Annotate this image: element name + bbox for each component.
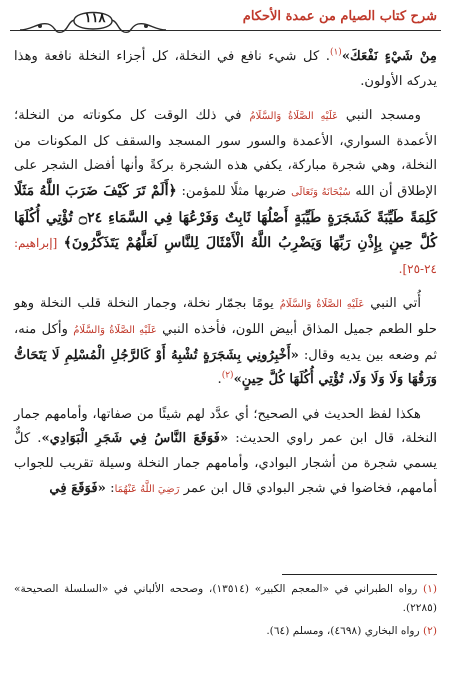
paragraph-text: : bbox=[110, 480, 115, 496]
hadith-quote: «فَوَقَعَ النَّاسُ فِي شَجَرِ الْبَوَادِي» bbox=[41, 431, 229, 447]
paragraph-text: يومًا بجمّار نخلة، وجمار النخلة قلب النخلة وهو حلو الطعم جميل المذاق أبيض اللون، فأخذه النبي bbox=[14, 296, 437, 337]
page-body bbox=[14, 45, 437, 512]
footnotes bbox=[14, 580, 437, 645]
page-number: ١١٨ bbox=[84, 11, 106, 26]
page-title: شرح كتاب الصيام من عمدة الأحكام bbox=[242, 9, 437, 24]
verse-reference: [إبراهيم: ٢٤-٢٥]. bbox=[14, 236, 437, 276]
footnote-ref: (١) bbox=[329, 47, 342, 58]
paragraph-text: . bbox=[217, 372, 222, 388]
honorific: عَلَيْهِ الصَّلَاةُ وَالسَّلَامُ bbox=[279, 299, 365, 311]
paragraph-text: . كلٌّ يسمي شجرة من أشجار البوادي، وأمامهم جمار النخلة وسيلة تقريب للجواب أمامهم، فخاضوا في شجر البوادي قال ابن عمر bbox=[14, 431, 437, 496]
paragraph-text: وأكل منه، ثم وضعه بين يديه وقال: bbox=[14, 321, 437, 363]
paragraph-2 bbox=[14, 104, 437, 282]
footnote-separator bbox=[282, 574, 437, 575]
paragraph-4 bbox=[14, 403, 437, 502]
honorific: عَلَيْهِ الصَّلَاةُ وَالسَّلَامُ bbox=[249, 111, 339, 123]
footnote-1 bbox=[14, 580, 437, 618]
paragraph-text: هكذا لفظ الحديث في الصحيح؛ أي عدَّد لهم شيئًا من صفاتها، وأمامهم جمار النخلة، قال ابن عمر راوي الحديث: bbox=[14, 406, 437, 447]
footnote-number: (٢) bbox=[423, 625, 437, 637]
quote-text: مِنْ شَيْءٍ نَفْعَكَ» bbox=[341, 49, 437, 64]
footnote-ref: (٢) bbox=[221, 370, 234, 381]
paragraph-text: ضربها مثلًا للمؤمن: bbox=[181, 183, 287, 199]
paragraph-text: ومسجد النبي bbox=[345, 108, 421, 124]
honorific: عَلَيْهِ الصَّلَاةُ وَالسَّلَامُ bbox=[73, 324, 157, 336]
page-header bbox=[10, 6, 441, 40]
footnote-text: رواه البخاري (٤٦٩٨)، ومسلم (٦٤). bbox=[266, 625, 420, 637]
quran-verse: ﴿أَلَمْ تَرَ كَيْفَ ضَرَبَ اللَّهُ مَثَلًا كَلِمَةً طَيِّبَةً كَشَجَرَةٍ طَيِّبَةٍ أَصْلُهَا ثَابِتٌ وَفَرْعُهَا فِي السَّمَاءِ ۝٢٤ تُؤْتِي أُكُلَهَا كُلَّ حِينٍ بِإِذْنِ رَبِّهَا وَيَضْرِبُ اللَّهُ الْأَمْثَالَ لِلنَّاسِ لَعَلَّهُمْ يَتَذَكَّرُونَ﴾ bbox=[14, 182, 437, 252]
paragraph-text: أُتي النبي bbox=[370, 296, 421, 312]
hadith-quote: «فَوَقَعَ فِي bbox=[49, 480, 106, 496]
footnote-text: رواه الطبراني في «المعجم الكبير» (١٣٥١٤)، وصححه الألباني في «السلسلة الصحيحة» (٢٢٨٥). bbox=[14, 583, 437, 614]
honorific: رَضِيَ اللَّهُ عَنْهُمَا bbox=[114, 483, 180, 495]
hadith-quote: «أَخْبِرُونِي بِشَجَرَةٍ تُشْبِهُ أَوْ كَالرَّجُلِ الْمُسْلِمِ لَا يَتَحَاتُّ وَرَقُهَا وَلَا وَلَا وَلَا، تُؤْتِي أُكُلَهَا كُلَّ حِينٍ» bbox=[14, 347, 437, 388]
footnote-number: (١) bbox=[423, 583, 437, 595]
paragraph-1 bbox=[14, 45, 437, 94]
paragraph-3 bbox=[14, 292, 437, 392]
footnote-2 bbox=[14, 622, 437, 641]
paragraph-text: في ذلك الوقت كل مكوناته من النخلة؛ الأعمدة السواري، الأعمدة والسور سور المسجد والسقف كل المكونات من النخلة، وهي شجرة مباركة، يكفي هذه الشجرة بركةً وأنها أفضل الشجر على الإطلاق أن الله bbox=[14, 108, 437, 199]
honorific: سُبْحَانَهُ وَتَعَالَى bbox=[291, 186, 351, 198]
paragraph-text: . كل شيء نافع في النخلة، كل أجزاء النخلة نافعة وهذا يدركه الأولون. bbox=[14, 49, 437, 89]
